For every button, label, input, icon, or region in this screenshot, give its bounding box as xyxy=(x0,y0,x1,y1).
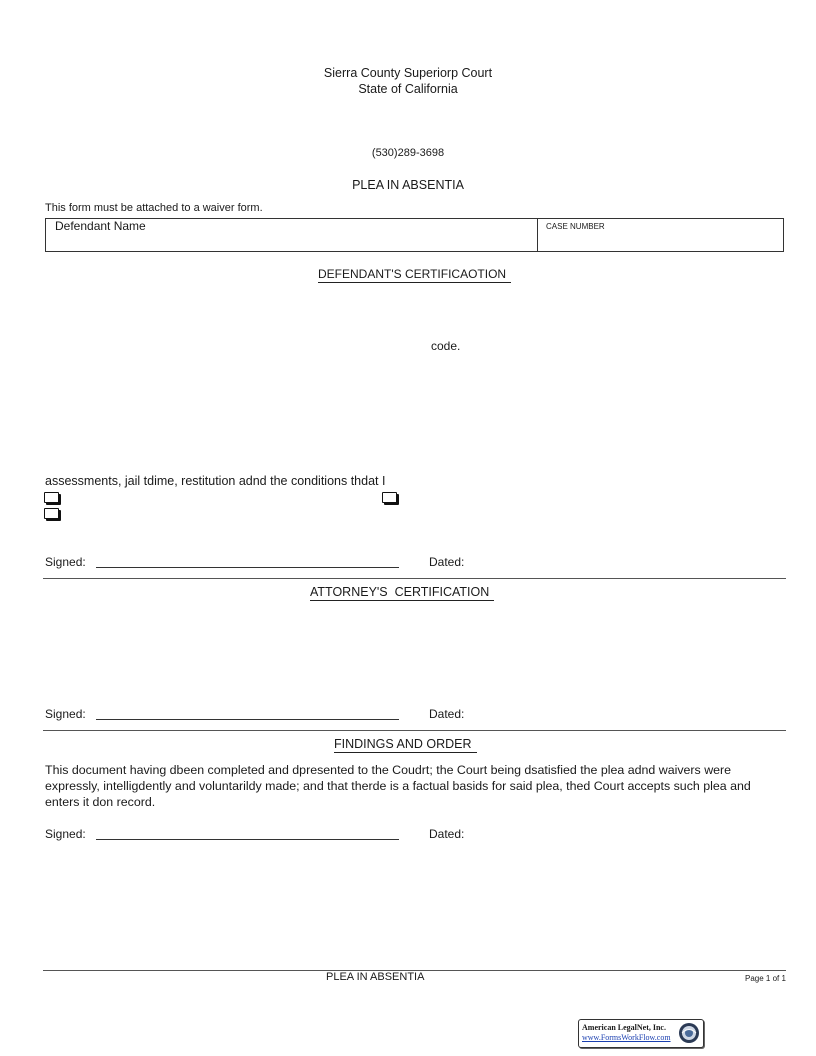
court-name: Sierra County Superiorp Court xyxy=(323,66,493,80)
logo-website-link[interactable]: www.FormsWorkFlow.com xyxy=(582,1033,671,1042)
case-number-label: CASE NUMBER xyxy=(546,222,605,231)
defendant-name-label: Defendant Name xyxy=(55,219,146,233)
findings-paragraph: This document having dbeen completed and dpresented to the Coudrt; the Court being dsatisfied the plea adnd waivers were expressly, intelligdently and voluntarildy made; and that therde is a factual basids for said plea, thed Court accepts such plea and enters it don record. xyxy=(45,763,751,809)
code-text: code. xyxy=(431,339,461,353)
defendant-signed-label: Signed: xyxy=(45,555,86,569)
case-number-field[interactable] xyxy=(542,233,778,249)
form-title: PLEA IN ABSENTIA xyxy=(352,178,464,192)
checkbox-option-3[interactable] xyxy=(44,508,59,519)
court-dated-label: Dated: xyxy=(429,827,465,841)
page-number: Page 1 of 1 xyxy=(745,974,786,983)
findings-heading: FINDINGS AND ORDER xyxy=(334,737,477,753)
case-info-box xyxy=(45,218,784,252)
american-legalnet-logo[interactable] xyxy=(578,1019,704,1048)
defendant-dated-label: Dated: xyxy=(429,555,465,569)
case-box-divider xyxy=(537,219,538,251)
attorney-signed-label: Signed: xyxy=(45,707,86,721)
court-signature-line[interactable] xyxy=(96,839,399,840)
defendant-name-field[interactable] xyxy=(50,234,530,249)
court-signed-label: Signed: xyxy=(45,827,86,841)
section-divider-2 xyxy=(43,730,786,731)
checkbox-option-1[interactable] xyxy=(44,492,59,503)
footer-title: PLEA IN ABSENTIA xyxy=(326,971,425,983)
attorney-dated-label: Dated: xyxy=(429,707,465,721)
defendant-signature-line[interactable] xyxy=(96,567,399,568)
section-divider-1 xyxy=(43,578,786,579)
state-name: State of California xyxy=(358,82,458,96)
globe-icon xyxy=(678,1022,700,1044)
logo-company-name: American LegalNet, Inc. xyxy=(582,1023,666,1032)
attorney-signature-line[interactable] xyxy=(96,719,399,720)
attorney-certification-heading: ATTORNEY'S CERTIFICATION xyxy=(310,585,494,601)
assessments-text: assessments, jail tdime, restitution adnd the conditions thdat I xyxy=(45,474,386,488)
checkbox-option-2[interactable] xyxy=(382,492,397,503)
defendant-certification-heading: DEFENDANT'S CERTIFICAOTION xyxy=(318,267,511,283)
attachment-notice: This form must be attached to a waiver form. xyxy=(45,202,263,214)
court-phone: (530)289-3698 xyxy=(371,147,445,159)
